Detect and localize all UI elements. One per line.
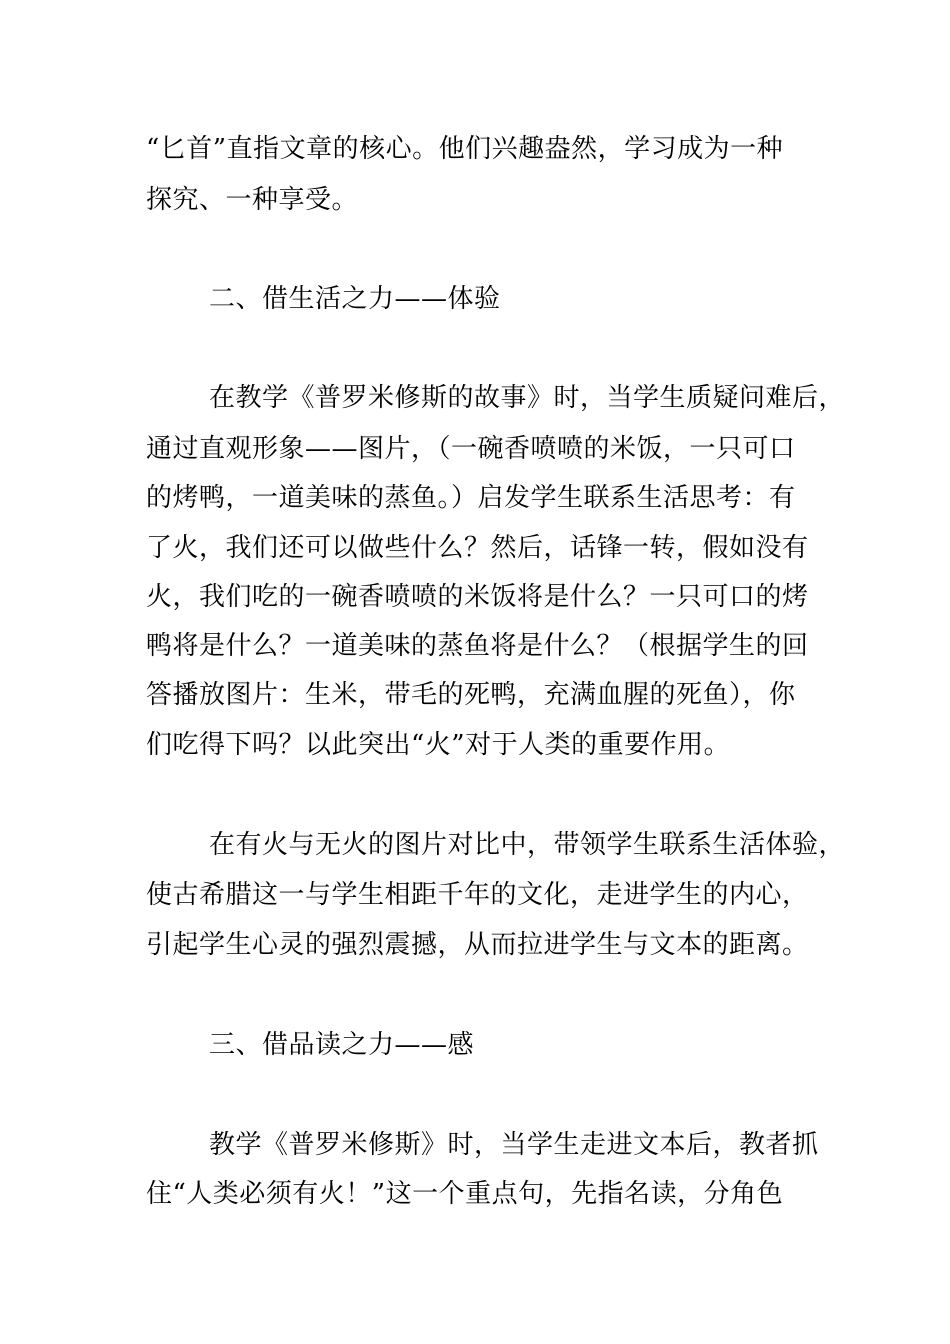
paragraph-line: “匕首”直指文章的核心。他们兴趣盎然，学习成为一种	[146, 134, 784, 164]
paragraph-line: 使古希腊这一与学生相距千年的文化，走进学生的内心，	[146, 880, 809, 910]
paragraph-line: 在有火与无火的图片对比中，带领学生联系生活体验，	[209, 830, 846, 860]
paragraph-line: 住“人类必须有火！”这一个重点句，先指名读，分角色	[146, 1179, 784, 1209]
paragraph-line: 鸭将是什么？一道美味的蒸鱼将是什么？（根据学生的回	[146, 631, 809, 661]
paragraph-line: 的烤鸭，一道美味的蒸鱼。）启发学生联系生活思考：有	[146, 483, 796, 513]
paragraph-line: 们吃得下吗？以此突出“火”对于人类的重要作用。	[146, 730, 731, 760]
section-heading-2: 二、借生活之力——体验	[209, 284, 501, 314]
section-heading-3: 三、借品读之力——感	[209, 1030, 475, 1060]
paragraph-line: 教学《普罗米修斯》时，当学生走进文本后，教者抓	[209, 1130, 819, 1160]
paragraph-line: 火，我们吃的一碗香喷喷的米饭将是什么？一只可口的烤	[146, 582, 809, 612]
paragraph-line: 通过直观形象——图片，（一碗香喷喷的米饭，一只可口	[146, 434, 796, 464]
paragraph-line: 探究、一种享受。	[146, 185, 359, 215]
paragraph-line: 了火，我们还可以做些什么？然后，话锋一转，假如没有	[146, 533, 809, 563]
paragraph-line: 在教学《普罗米修斯的故事》时，当学生质疑问难后，	[209, 383, 846, 413]
paragraph-line: 答播放图片：生米，带毛的死鸭，充满血腥的死鱼），你	[146, 680, 796, 710]
paragraph-line: 引起学生心灵的强烈震撼，从而拉进学生与文本的距离。	[146, 930, 809, 960]
